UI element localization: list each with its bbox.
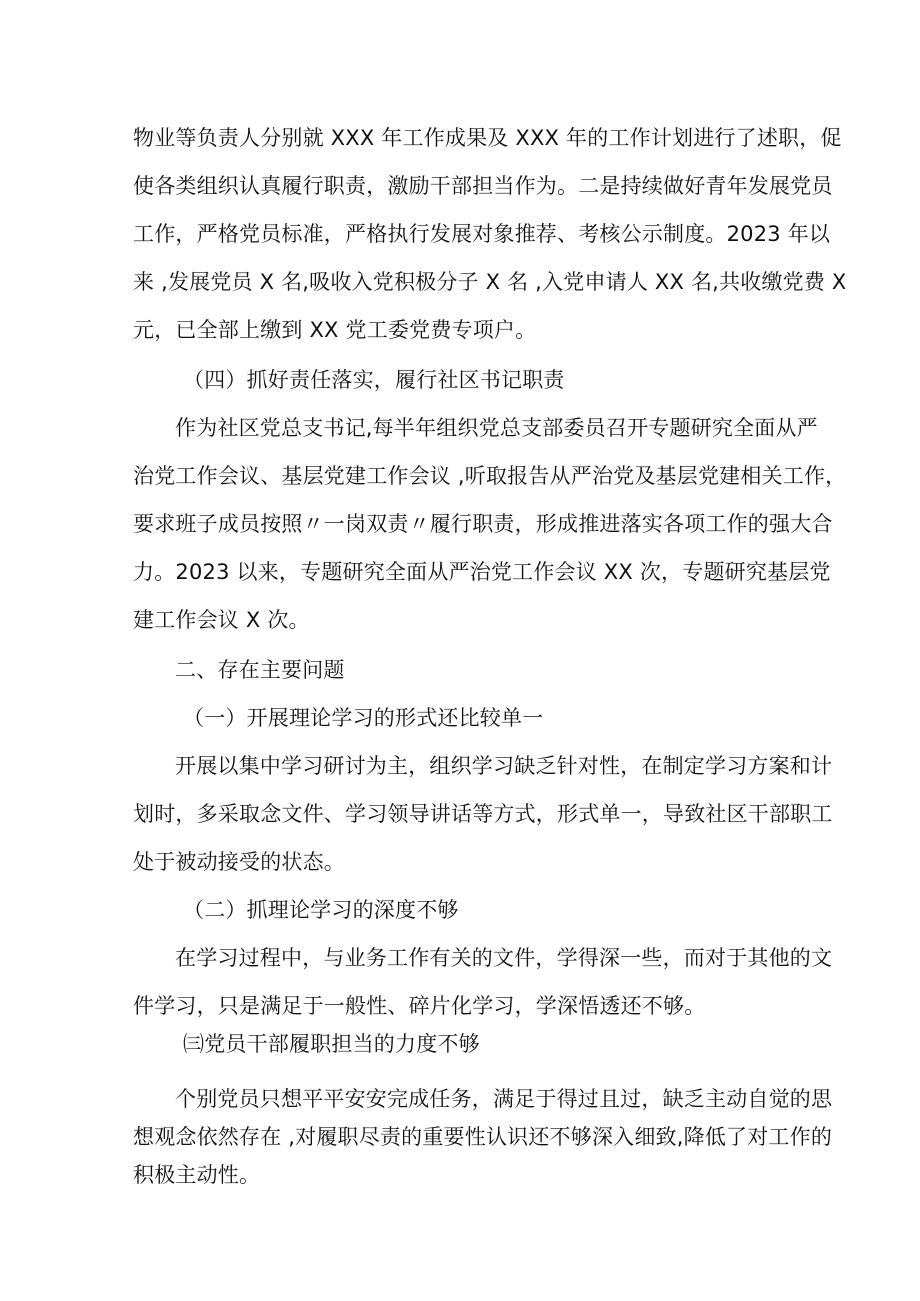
text-line: 作为社区党总支书记,每半年组织党总支部委员召开专题研究全面从严 <box>175 416 818 440</box>
text-line: 开展以集中学习研讨为主，组织学习缺乏针对性，在制定学习方案和计 <box>175 754 833 778</box>
text-line: 使各类组织认真履行职责，激励干部担当作为。二是持续做好青年发展党员 <box>133 174 833 198</box>
section-heading: ㈢党员干部履职担当的力度不够 <box>183 1032 480 1056</box>
section-heading: （四）抓好责任落实，履行社区书记职责 <box>183 368 565 392</box>
text-line: 工作，严格党员标准，严格执行发展对象推荐、考核公示制度。2023 年以 <box>133 222 831 246</box>
text-line: 想观念依然存在 ,对履职尽责的重要性认识还不够深入细致,降低了对工作的 <box>133 1125 833 1149</box>
text-line: 元，已全部上缴到 XX 党工委党费专项户。 <box>133 318 537 342</box>
text-line: 划时，多采取念文件、学习领导讲话等方式，形式单一，导致社区干部职工 <box>133 802 833 826</box>
text-line: 积极主动性。 <box>133 1163 261 1187</box>
text-line: 来 ,发展党员 X 名,吸收入党积极分子 X 名 ,入党申请人 XX 名,共收缴党费 X <box>133 270 847 294</box>
text-line: 要求班子成员按照〃一岗双责〃履行职责，形成推进落实各项工作的强大合 <box>133 512 833 536</box>
text-line: 物业等负责人分别就 XXX 年工作成果及 XXX 年的工作计划进行了述职，促 <box>133 126 842 150</box>
section-heading: （二）抓理论学习的深度不够 <box>183 898 459 922</box>
chapter-heading: 二、存在主要问题 <box>175 658 345 682</box>
text-line: 力。2023 以来，专题研究全面从严治党工作会议 XX 次，专题研究基层党 <box>133 560 831 584</box>
text-line: 建工作会议 X 次。 <box>133 608 310 632</box>
text-line: 在学习过程中，与业务工作有关的文件，学得深一些，而对于其他的文 <box>175 946 833 970</box>
text-line: 治党工作会议、基层党建工作会议 ,听取报告从严治党及基层党建相关工作， <box>133 464 847 488</box>
text-line: 处于被动接受的状态。 <box>133 850 345 874</box>
text-line: 个别党员只想平平安安完成任务，满足于得过且过，缺乏主动自觉的思 <box>175 1087 833 1111</box>
text-line: 件学习，只是满足于一般性、碎片化学习，学深悟透还不够。 <box>133 994 706 1018</box>
section-heading: （一）开展理论学习的形式还比较单一 <box>183 706 544 730</box>
